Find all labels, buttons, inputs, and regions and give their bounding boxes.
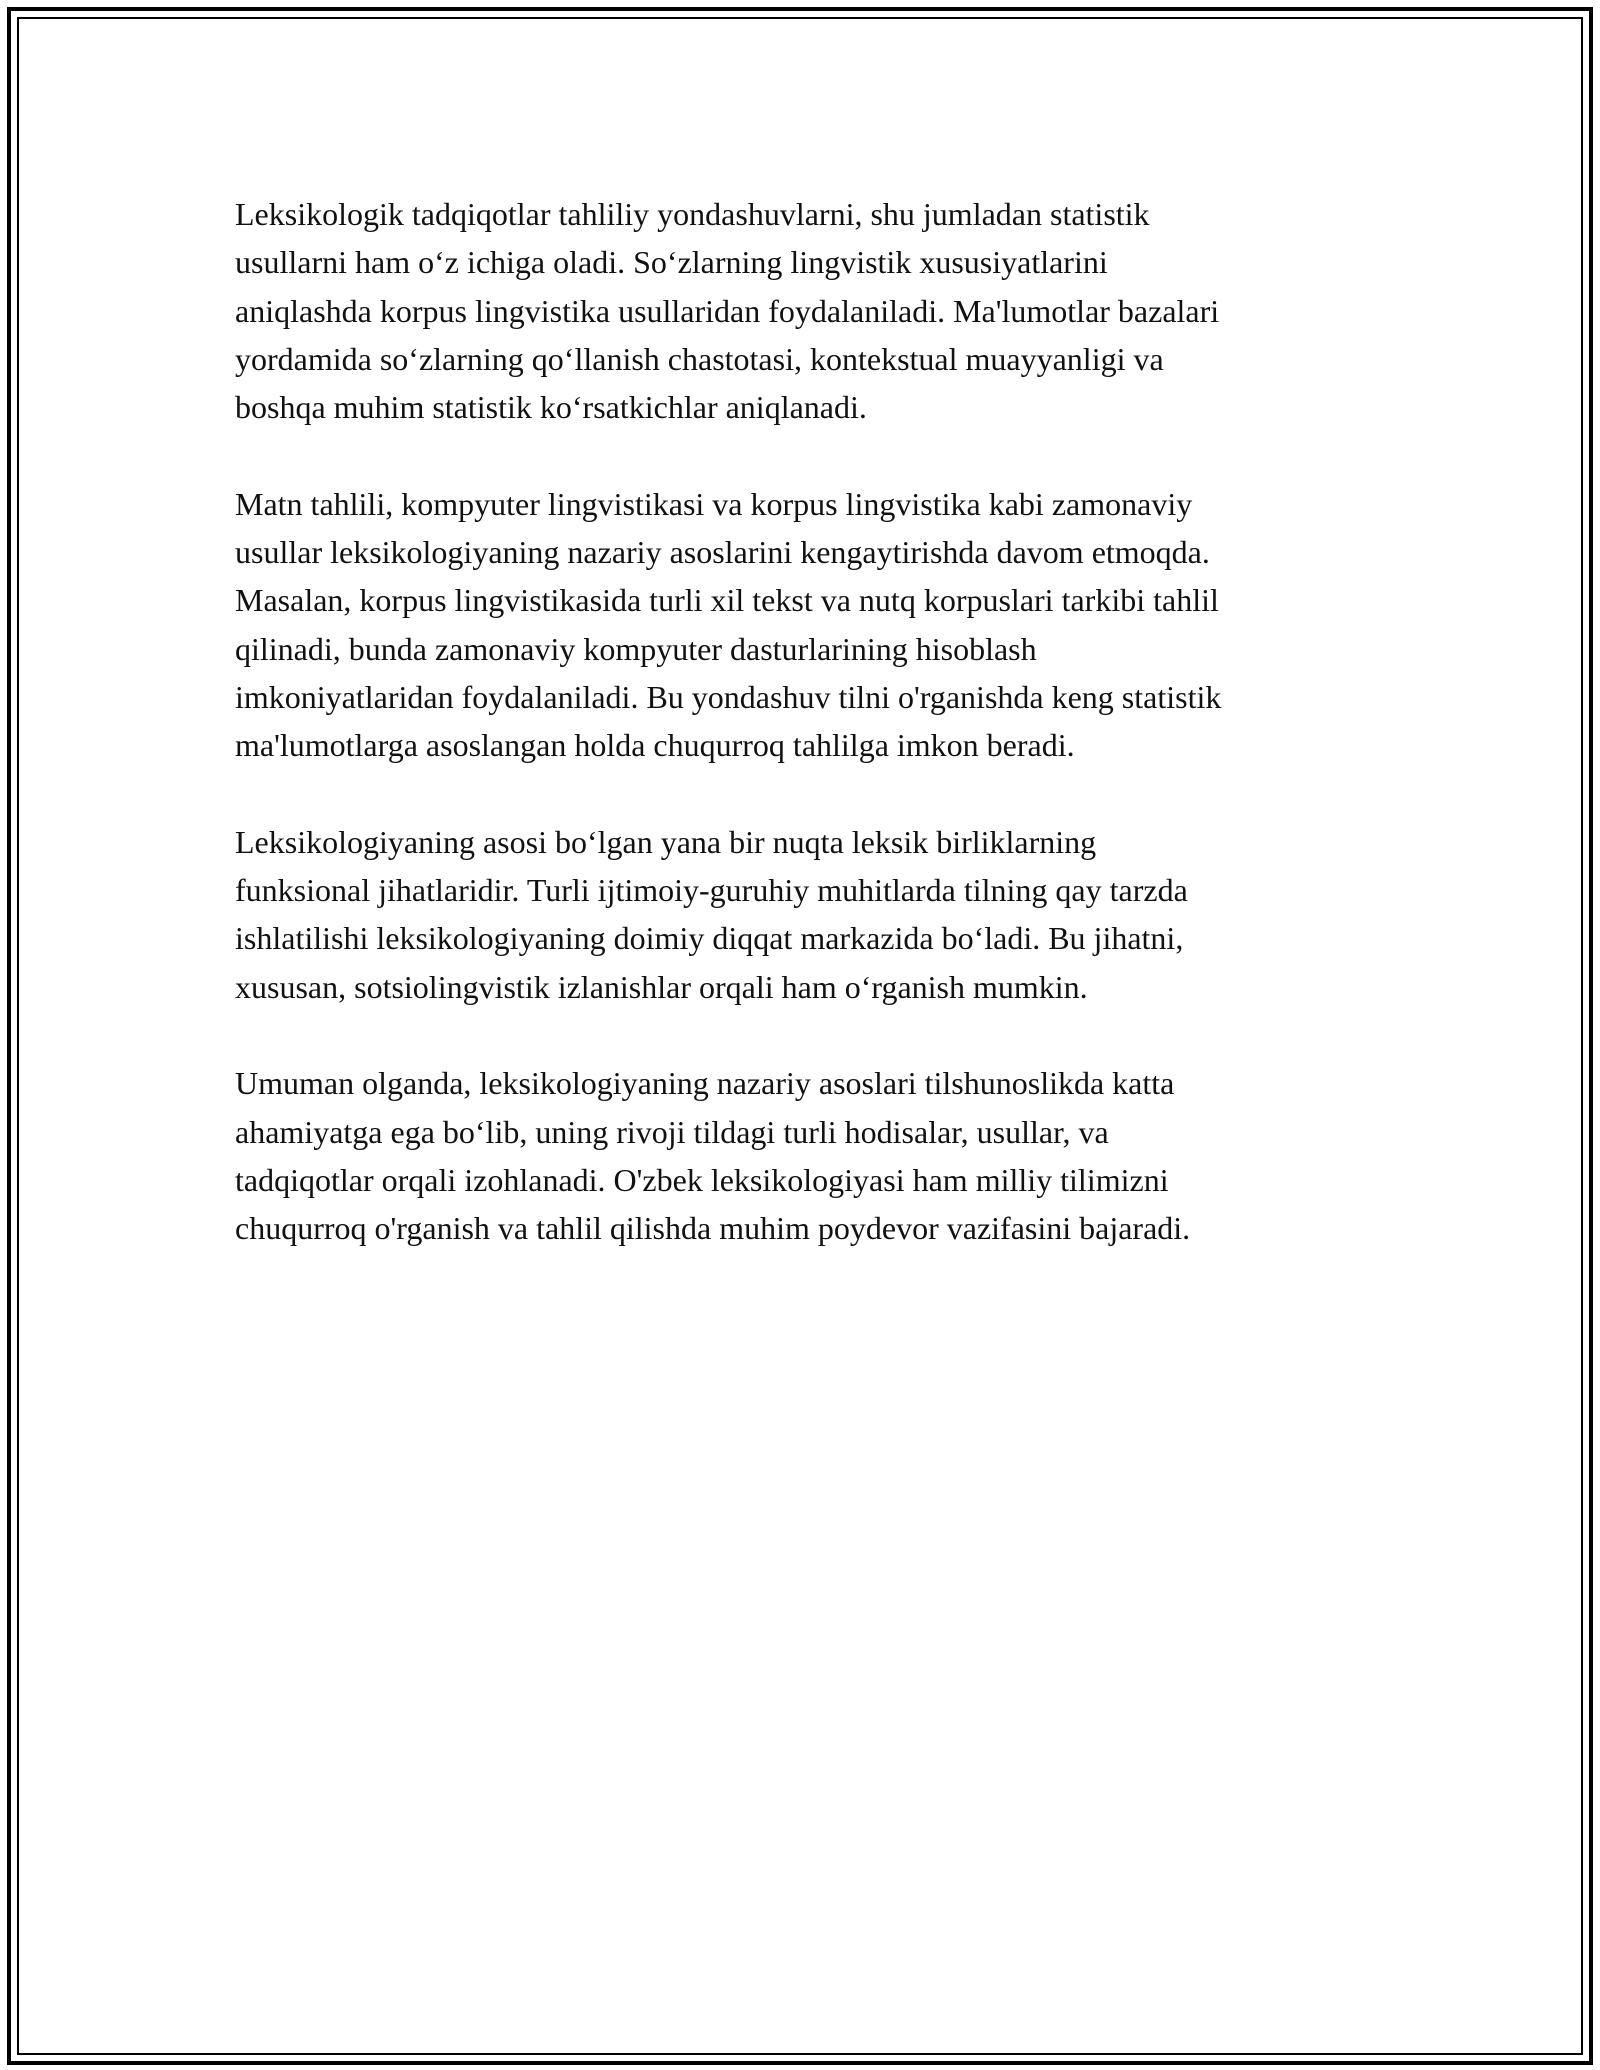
text-line: chuqurroq o'rganish va tahlil qilishda muhim poydevor vazifasini bajaradi. [235,1210,1191,1247]
text-line: tadqiqotlar orqali izohlanadi. O'zbek leksikologiyasi ham milliy tilimizni [235,1161,1169,1198]
text-line: Umuman olganda, leksikologiyaning nazariy asoslari tilshunoslikda katta [235,1065,1175,1102]
text-line: Leksikologik tadqiqotlar tahliliy yondashuvlarni, shu jumladan statistik [235,196,1150,232]
paragraph-3 [235,818,1365,1011]
text-line: ishlatilishi leksikologiyaning doimiy diqqat markazida bo‘ladi. Bu jihatni, [235,920,1184,957]
paragraph-4 [235,1059,1365,1252]
text-line: usullar leksikologiyaning nazariy asoslarini kengaytirishda davom etmoqda. [235,534,1210,571]
text-line: aniqlashda korpus lingvistika usullaridan foydalaniladi. Ma'lumotlar bazalari [235,292,1220,329]
document-body [235,190,1365,1301]
text-line: qilinadi, bunda zamonaviy kompyuter dasturlarining hisoblash [235,630,1037,667]
text-line: funksional jihatlaridir. Turli ijtimoiy-guruhiy muhitlarda tilning qay tarzda [235,872,1188,909]
text-line: ahamiyatga ega bo‘lib, uning rivoji tildagi turli hodisalar, usullar, va [235,1113,1109,1150]
text-line: usullarni ham o‘z ichiga oladi. So‘zlarning lingvistik xususiyatlarini [235,244,1108,281]
text-line: Matn tahlili, kompyuter lingvistikasi va korpus lingvistika kabi zamonaviy [235,485,1193,522]
paragraph-1 [235,190,1365,431]
text-line: Leksikologiyaning asosi bo‘lgan yana bir nuqta leksik birliklarning [235,823,1097,860]
paragraph-2 [235,480,1365,770]
text-line: imkoniyatlaridan foydalaniladi. Bu yondashuv tilni o'rganishda keng statistik [235,678,1222,715]
text-line: xususan, sotsiolingvistik izlanishlar orqali ham o‘rganish mumkin. [235,968,1088,1005]
text-line: Masalan, korpus lingvistikasida turli xil tekst va nutq korpuslari tarkibi tahlil [235,582,1219,619]
text-line: boshqa muhim statistik ko‘rsatkichlar aniqlanadi. [235,389,867,426]
text-line: yordamida so‘zlarning qo‘llanish chastotasi, kontekstual muayyanligi va [235,340,1164,377]
text-line: ma'lumotlarga asoslangan holda chuqurroq tahlilga imkon beradi. [235,727,1075,764]
